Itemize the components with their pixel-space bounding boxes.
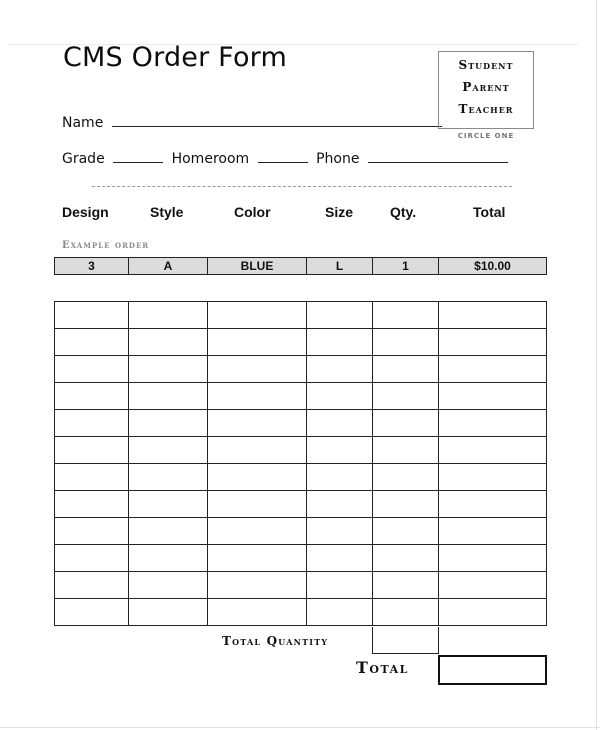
- order-cell-style[interactable]: [129, 572, 208, 599]
- total-quantity-box[interactable]: [372, 627, 439, 654]
- order-cell-size[interactable]: [307, 491, 373, 518]
- order-cell-qty[interactable]: [373, 464, 439, 491]
- order-row: [55, 491, 547, 518]
- order-cell-qty[interactable]: [373, 329, 439, 356]
- order-cell-design[interactable]: [55, 464, 129, 491]
- order-cell-qty[interactable]: [373, 545, 439, 572]
- order-row: [55, 410, 547, 437]
- order-cell-total[interactable]: [439, 545, 547, 572]
- order-cell-size[interactable]: [307, 437, 373, 464]
- order-cell-qty[interactable]: [373, 410, 439, 437]
- order-cell-design[interactable]: [55, 572, 129, 599]
- order-cell-color[interactable]: [208, 410, 307, 437]
- order-cell-style[interactable]: [129, 491, 208, 518]
- order-cell-color[interactable]: [208, 545, 307, 572]
- order-cell-qty[interactable]: [373, 491, 439, 518]
- column-header-design: Design: [62, 204, 109, 220]
- order-cell-size[interactable]: [307, 464, 373, 491]
- order-cell-qty[interactable]: [373, 302, 439, 329]
- order-row: [55, 356, 547, 383]
- order-cell-total[interactable]: [439, 410, 547, 437]
- order-cell-total[interactable]: [439, 383, 547, 410]
- role-student[interactable]: Student: [458, 58, 514, 72]
- order-cell-size[interactable]: [307, 518, 373, 545]
- phone-line[interactable]: [368, 150, 508, 163]
- example-total: $10.00: [439, 258, 547, 275]
- phone-label: Phone: [316, 151, 360, 167]
- column-header-total: Total: [473, 204, 506, 220]
- total-box[interactable]: [438, 655, 547, 685]
- order-cell-size[interactable]: [307, 329, 373, 356]
- role-selector: [438, 51, 534, 129]
- order-cell-design[interactable]: [55, 545, 129, 572]
- example-order-label: Example order: [62, 240, 150, 251]
- order-cell-color[interactable]: [208, 599, 307, 626]
- order-cell-style[interactable]: [129, 545, 208, 572]
- example-size: L: [307, 258, 373, 275]
- order-cell-style[interactable]: [129, 302, 208, 329]
- column-header-size: Size: [325, 204, 354, 220]
- order-cell-style[interactable]: [129, 437, 208, 464]
- order-cell-design[interactable]: [55, 383, 129, 410]
- order-cell-total[interactable]: [439, 572, 547, 599]
- order-cell-qty[interactable]: [373, 572, 439, 599]
- homeroom-line[interactable]: [258, 150, 308, 163]
- order-row: [55, 572, 547, 599]
- order-cell-total[interactable]: [439, 491, 547, 518]
- name-label: Name: [62, 115, 104, 131]
- order-cell-design[interactable]: [55, 302, 129, 329]
- order-table: [54, 301, 547, 626]
- example-qty: 1: [373, 258, 439, 275]
- order-cell-style[interactable]: [129, 464, 208, 491]
- order-cell-total[interactable]: [439, 518, 547, 545]
- order-cell-design[interactable]: [55, 491, 129, 518]
- column-header-color: Color: [234, 204, 271, 220]
- role-teacher[interactable]: Teacher: [458, 102, 514, 116]
- order-cell-color[interactable]: [208, 329, 307, 356]
- page-edge: [596, 0, 597, 730]
- order-cell-qty[interactable]: [373, 599, 439, 626]
- order-row: [55, 518, 547, 545]
- order-cell-style[interactable]: [129, 329, 208, 356]
- order-cell-qty[interactable]: [373, 437, 439, 464]
- order-cell-color[interactable]: [208, 383, 307, 410]
- order-cell-style[interactable]: [129, 599, 208, 626]
- dashed-divider: [92, 186, 512, 187]
- order-cell-style[interactable]: [129, 383, 208, 410]
- order-cell-design[interactable]: [55, 518, 129, 545]
- example-style: A: [129, 258, 208, 275]
- role-parent[interactable]: Parent: [462, 80, 510, 94]
- grade-line[interactable]: [113, 150, 163, 163]
- order-cell-total[interactable]: [439, 356, 547, 383]
- order-cell-color[interactable]: [208, 572, 307, 599]
- grade-label: Grade: [62, 151, 105, 167]
- example-row: [55, 258, 547, 275]
- order-cell-qty[interactable]: [373, 383, 439, 410]
- order-cell-size[interactable]: [307, 599, 373, 626]
- order-cell-total[interactable]: [439, 329, 547, 356]
- name-line[interactable]: [112, 114, 442, 127]
- order-cell-style[interactable]: [129, 518, 208, 545]
- column-header-qty: Qty.: [390, 204, 417, 220]
- order-cell-size[interactable]: [307, 572, 373, 599]
- order-cell-total[interactable]: [439, 599, 547, 626]
- order-cell-design[interactable]: [55, 599, 129, 626]
- order-row: [55, 302, 547, 329]
- grade-homeroom-phone-row: [62, 150, 512, 167]
- homeroom-label: Homeroom: [171, 151, 250, 167]
- page-edge: [0, 727, 600, 728]
- total-quantity-label: Total Quantity: [222, 634, 329, 648]
- order-cell-size[interactable]: [307, 356, 373, 383]
- order-cell-size[interactable]: [307, 302, 373, 329]
- order-cell-design[interactable]: [55, 329, 129, 356]
- total-label: Total: [356, 658, 409, 677]
- order-cell-design[interactable]: [55, 356, 129, 383]
- form-title: CMS Order Form: [63, 42, 287, 73]
- order-row: [55, 329, 547, 356]
- order-row: [55, 383, 547, 410]
- order-cell-total[interactable]: [439, 437, 547, 464]
- example-color: BLUE: [208, 258, 307, 275]
- name-field-row: [62, 114, 442, 131]
- order-cell-size[interactable]: [307, 383, 373, 410]
- order-cell-qty[interactable]: [373, 518, 439, 545]
- order-cell-color[interactable]: [208, 464, 307, 491]
- order-cell-size[interactable]: [307, 410, 373, 437]
- order-row: [55, 599, 547, 626]
- example-order-table: [54, 257, 547, 275]
- order-cell-size[interactable]: [307, 545, 373, 572]
- order-row: [55, 545, 547, 572]
- order-cell-style[interactable]: [129, 410, 208, 437]
- order-cell-design[interactable]: [55, 410, 129, 437]
- column-header-style: Style: [150, 204, 184, 220]
- order-row: [55, 464, 547, 491]
- order-cell-color[interactable]: [208, 356, 307, 383]
- order-cell-qty[interactable]: [373, 356, 439, 383]
- order-cell-style[interactable]: [129, 356, 208, 383]
- order-cell-total[interactable]: [439, 464, 547, 491]
- order-cell-design[interactable]: [55, 437, 129, 464]
- order-cell-color[interactable]: [208, 437, 307, 464]
- order-cell-total[interactable]: [439, 302, 547, 329]
- circle-one-note: CIRCLE ONE: [457, 132, 515, 140]
- order-cell-color[interactable]: [208, 518, 307, 545]
- order-row: [55, 437, 547, 464]
- example-design: 3: [55, 258, 129, 275]
- order-cell-color[interactable]: [208, 302, 307, 329]
- order-cell-color[interactable]: [208, 491, 307, 518]
